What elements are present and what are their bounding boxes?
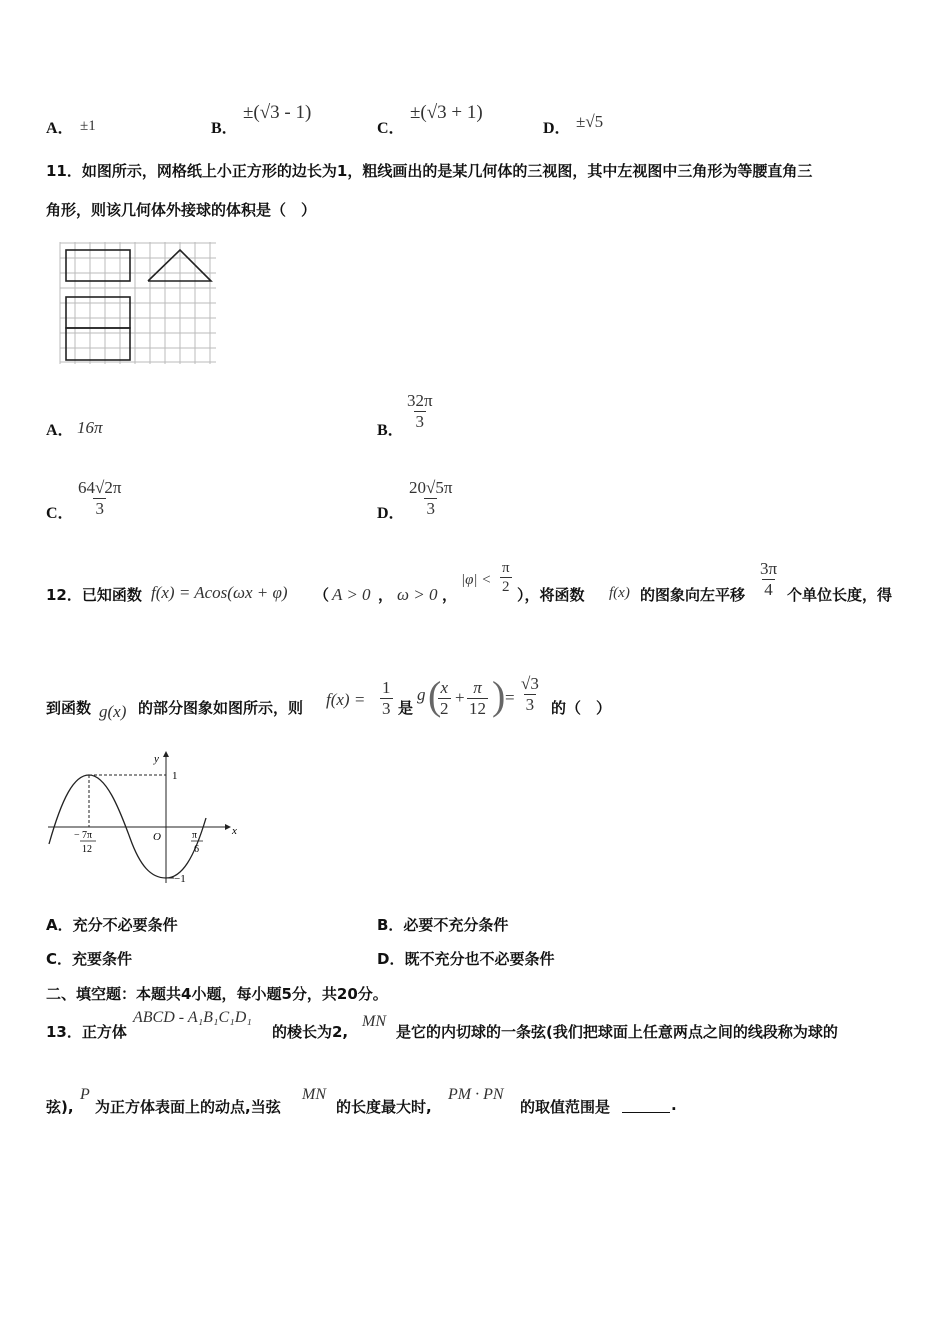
q11-option-c-fraction [76,478,123,519]
q12-option-a: A．充分不必要条件 [46,916,178,934]
q13-mn: MN [362,1013,386,1030]
q11-option-a-value: 16π [77,418,103,437]
paren-left: ( [428,673,442,718]
q12-is: 是 [398,699,414,717]
left-num: 7π [82,830,93,841]
q12-mid: 的图象向左平移 [640,586,746,604]
q10-option-d-label: D． [543,120,571,137]
x-label: x [232,825,237,837]
q12-f-expression: f(x) = Acos(ωx + φ) [151,583,288,602]
q10-option-a-value: ±1 [80,118,96,134]
q12-plus: + [455,688,465,707]
left-den: 12 [82,844,92,855]
fraction-numerator: x [440,678,449,697]
three-view-grid-figure [58,240,220,366]
q13-answer-blank[interactable] [622,1098,670,1117]
q12-option-d: D．既不充分也不必要条件 [377,950,555,968]
fraction-numerator: π [502,560,510,576]
fraction-numerator: π [473,678,482,697]
fraction-numerator: 32π [407,391,433,410]
q12-line2a: 到函数 [46,699,92,717]
q13-mn2: MN [302,1086,326,1103]
q11-stem-line2: 角形，则该几何体外接球的体积是（ ） [46,201,317,219]
fraction-denominator: 4 [764,580,773,599]
q13-line2d: 的取值范围是 [520,1098,611,1116]
q12-pi-over-12 [467,678,488,719]
q10-option-a-label: A． [46,120,74,137]
fraction-denominator: 3 [415,412,425,431]
q12-x-over-2 [438,678,451,719]
q12-root3-over-3 [519,674,541,715]
fraction-numerator: 1 [382,678,391,697]
q13-cube: ABCD - A₁B₁C₁D₁ [133,1009,252,1026]
q12-a-condition: A > 0 [332,585,371,604]
fraction-denominator: 3 [382,699,391,718]
q12-one-third [380,678,393,719]
q12-pi-over-2 [500,560,512,596]
left-minus: − [74,830,80,841]
grid-lines [60,242,216,364]
q10-option-b-value: ±(√3 - 1) [243,102,312,123]
q12-after: ），将函数 [517,586,585,604]
q11-option-d-fraction [407,478,454,519]
fraction-denominator: 2 [502,579,510,595]
q11-option-a-label: A． [46,422,74,439]
cosine-graph-figure [44,748,240,890]
q12-prefix: 12．已知函数 [46,586,142,604]
q12-phi-condition: |φ| < [461,572,492,588]
q10-option-d-value: ±√5 [576,112,604,131]
q12-comma: ， [378,586,394,604]
q12-option-c: C．充要条件 [46,950,133,968]
q12-fx: f(x) [609,585,630,601]
max-label: 1 [172,770,178,782]
right-den: 6 [194,844,199,855]
q12-end1: 个单位长度，得 [787,586,893,604]
right-num: π [192,830,198,841]
fraction-numerator: 64√2π [78,478,122,497]
q12-omega-condition: ω > 0 [397,585,438,604]
q12-comma-2: ， [442,586,458,604]
q11-option-c-label: C． [46,505,74,522]
q12-f-equals: f(x) = [326,690,366,709]
q13-end: . [671,1096,677,1114]
q12-eq: = [505,688,515,707]
origin-label: O [153,831,161,843]
thick-views [66,250,211,360]
q13-line2a: 弦), [46,1098,74,1116]
y-label: y [154,753,159,765]
q10-option-c-value: ±(√3 + 1) [410,102,483,123]
q11-option-d-label: D． [377,505,405,522]
q11-stem-line1: 11．如图所示，网格纸上小正方形的边长为1，粗线画出的是某几何体的三视图，其中左视图中三角形为等腰直角三 [46,162,813,180]
q12-line2b: 的部分图象如图所示，则 [138,699,304,717]
q13-mid2: 是它的内切球的一条弦(我们把球面上任意两点之间的线段称为球的 [396,1023,838,1041]
q12-gx: g(x) [99,702,127,721]
fraction-denominator: 2 [440,699,449,718]
q10-option-b-label: B． [211,120,238,137]
q13-dot-product: PM · PN [448,1086,504,1103]
q13-line2b: 为正方体表面上的动点,当弦 [95,1098,281,1116]
q12-shift-fraction [758,559,779,600]
fraction-denominator: 12 [469,699,486,718]
q12-paren-open: （ [314,586,330,604]
fraction-denominator: 3 [525,695,535,714]
q10-option-c-label: C． [377,120,405,137]
q11-option-b-fraction [405,391,435,432]
q13-line2c: 的长度最大时, [336,1098,432,1116]
fraction-numerator: √3 [521,674,539,693]
q12-option-b: B．必要不充分条件 [377,916,509,934]
q12-end2: 的（ ） [551,699,612,717]
section-2-heading: 二、填空题：本题共4小题，每小题5分，共20分。 [46,985,388,1003]
paren-right: ) [492,673,506,718]
fraction-numerator: 20√5π [409,478,453,497]
fraction-numerator: 3π [760,559,778,578]
fraction-denominator: 3 [95,499,104,518]
q13-p: P [80,1086,90,1103]
q11-option-b-label: B． [377,422,404,439]
fraction-denominator: 3 [426,499,435,518]
min-label: −1 [174,873,186,885]
q13-prefix: 13．正方体 [46,1023,127,1041]
q13-mid1: 的棱长为2, [272,1023,349,1041]
q12-g: g [417,685,426,704]
